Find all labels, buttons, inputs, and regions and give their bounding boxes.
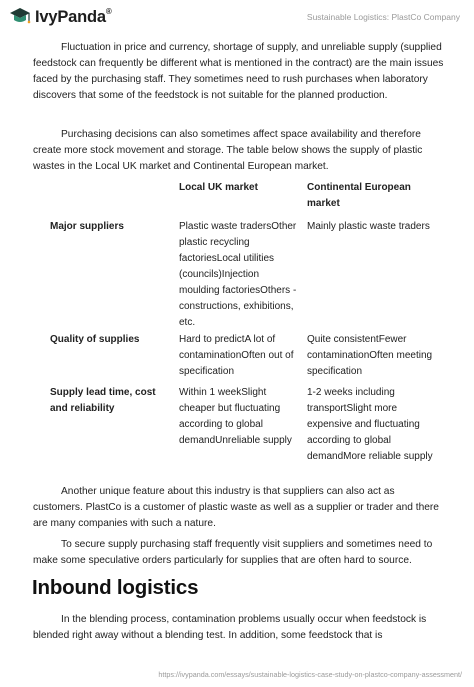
brand-name: IvyPanda® (35, 6, 112, 26)
paragraph: To secure supply purchasing staff frequently visit suppliers and sometimes need to make some speculative orders particularly for supplies that are often hard to source. (33, 539, 433, 566)
table-header-cell: Continental European market (307, 182, 411, 209)
table-cell: Quite consistentFewer contaminationOften meeting specification (307, 334, 433, 377)
table-cell: Within 1 weekSlight cheaper but fluctuating according to global demandUnreliable supply (179, 387, 292, 446)
paragraph: Purchasing decisions can also sometimes affect space availability and therefore create more stock movement and storage. The table below shows the supply of plastic wastes in the Local UK market and Continental European market. (33, 129, 423, 172)
row-label: Supply lead time, cost and reliability (50, 387, 156, 414)
paragraph: In the blending process, contamination problems usually occur when feedstock is blended right away without a blending test. In addition, some feedstock that is (33, 614, 427, 641)
source-url-link[interactable]: https://ivypanda.com/essays/sustainable-logistics-case-study-on-plastco-company-assessment/ (158, 670, 462, 679)
row-label: Quality of supplies (50, 334, 140, 345)
table-cell: 1-2 weeks including transportSlight more expensive and fluctuating according to global demandMore reliable supply (307, 387, 433, 462)
document-title: Sustainable Logistics: PlastCo Company (306, 12, 460, 22)
table-header-cell: Local UK market (179, 182, 258, 193)
page-header (0, 0, 474, 36)
table-cell: Mainly plastic waste traders (307, 221, 430, 232)
paragraph: Fluctuation in price and currency, shortage of supply, and unreliable supply (supplied feedstock can frequently be different what is mentioned in the contract) are the main issues faced by the purchasing staff. They sometimes need to rush purchases when laboratory discovers that some of the feedstock is not suitable for the planned production. (33, 42, 444, 101)
graduation-cap-icon (9, 7, 31, 27)
table-cell: Plastic waste tradersOther plastic recycling factoriesLocal utilities (councils)Injection moulding factoriesOthers - constructions, exhibitions, etc. (179, 221, 297, 328)
table-cell: Hard to predictA lot of contaminationOften out of specification (179, 334, 294, 377)
brand-logo[interactable] (9, 7, 112, 27)
paragraph: Another unique feature about this industry is that suppliers can also act as customers. PlastCo is a customer of plastic waste as well as a supplier or trader and there are many companies with such a nature. (33, 486, 439, 529)
section-heading: Inbound logistics (32, 576, 199, 599)
row-label: Major suppliers (50, 221, 124, 232)
